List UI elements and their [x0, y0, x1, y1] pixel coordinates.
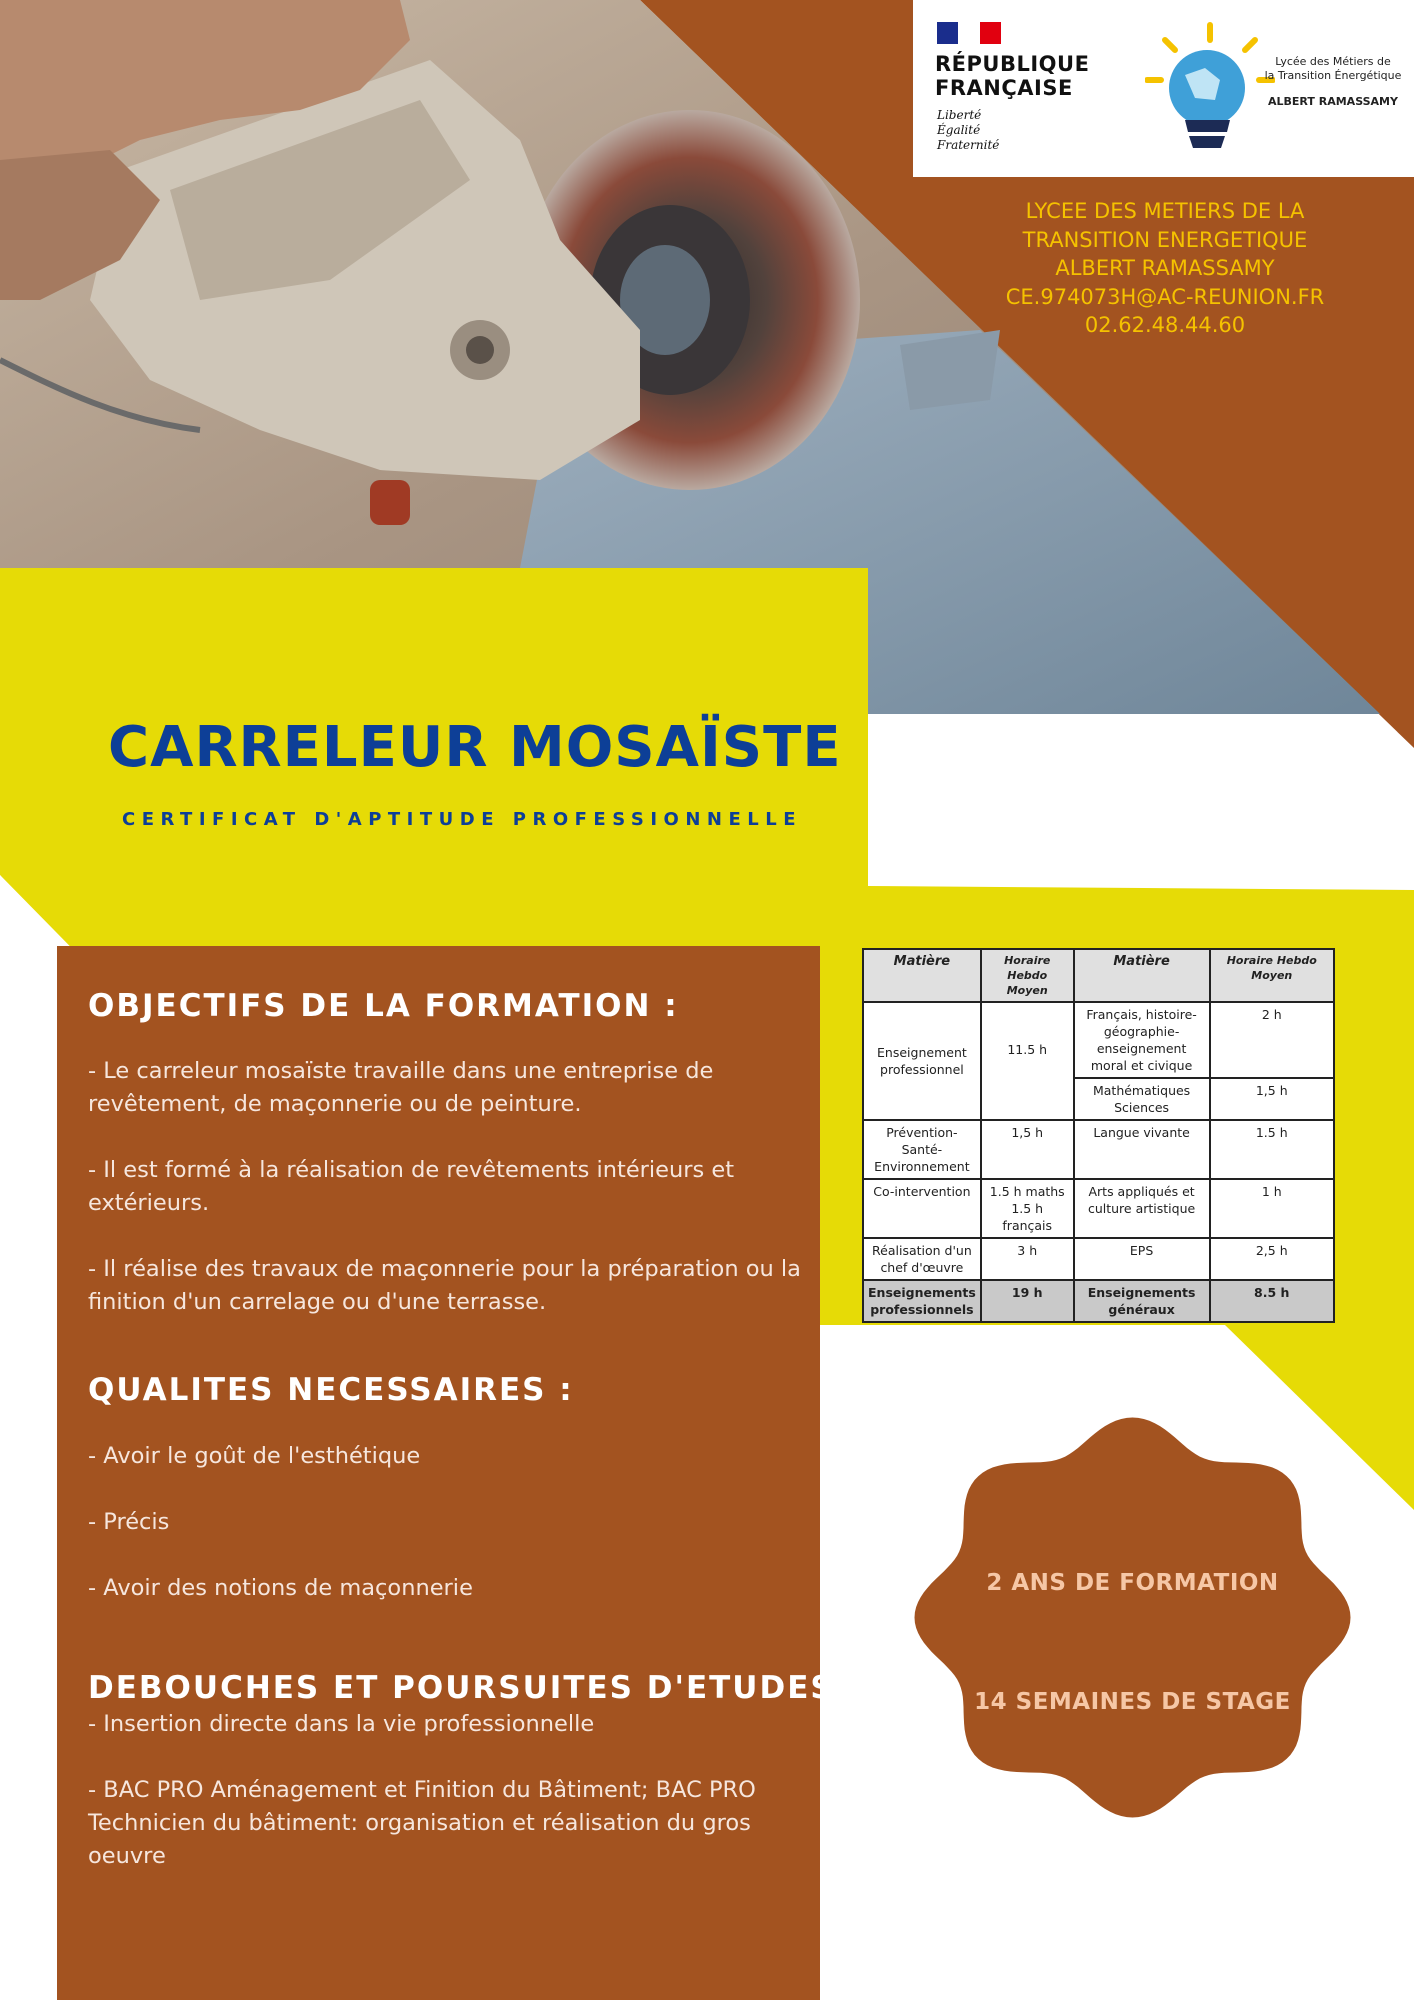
- lycee-logo-name: ALBERT RAMASSAMY: [1268, 95, 1398, 108]
- badge-duration: 2 ANS DE FORMATION: [986, 1570, 1279, 1596]
- table-cell: 2 h: [1210, 1002, 1334, 1078]
- objectifs-item: - Il réalise des travaux de maçonnerie pour la préparation ou la finition d'un carrelage ou d'une terrasse.: [88, 1256, 801, 1315]
- qualites-item: - Avoir le goût de l'esthétique: [88, 1443, 421, 1469]
- school-name-line3: ALBERT RAMASSAMY: [1055, 256, 1275, 280]
- table-cell: 2,5 h: [1210, 1238, 1334, 1280]
- hours-table: [862, 948, 1335, 1323]
- table-cell: 3 h: [981, 1238, 1074, 1280]
- flag-icon: [937, 22, 1001, 44]
- table-total-row: [863, 1280, 1334, 1322]
- table-row: [863, 1179, 1334, 1238]
- republique-motto: Liberté Égalité Fraternité: [937, 108, 1000, 152]
- table-cell: Co-intervention: [863, 1179, 981, 1238]
- table-cell-line: 1.5 h français: [1002, 1201, 1053, 1233]
- objectifs-item: - Le carreleur mosaïste travaille dans une entreprise de revêtement, de maçonnerie ou de peinture.: [88, 1058, 714, 1117]
- table-cell: 1,5 h: [1210, 1078, 1334, 1120]
- table-cell: Réalisation d'un chef d'œuvre: [863, 1238, 981, 1280]
- table-header-row: [863, 949, 1334, 1002]
- table-cell: 1.5 h: [1210, 1120, 1334, 1179]
- table-cell: 1,5 h: [981, 1120, 1074, 1179]
- school-name-line2: TRANSITION ENERGETIQUE: [1022, 227, 1308, 252]
- table-row: [863, 1120, 1334, 1179]
- table-cell: 19 h: [981, 1280, 1074, 1322]
- school-contact-block: [965, 197, 1365, 340]
- debouches-list: [88, 1708, 808, 1906]
- table-header: Matière: [863, 949, 981, 1002]
- page-subtitle: CERTIFICAT D'APTITUDE PROFESSIONNELLE: [122, 809, 802, 830]
- table-cell: Mathématiques Sciences: [1074, 1078, 1210, 1120]
- objectifs-list: [88, 1055, 808, 1352]
- lycee-logo-text: Lycée des Métiers de la Transition Énergétique: [1264, 55, 1402, 82]
- debouches-heading: DEBOUCHES ET POURSUITES D'ETUDES: [88, 1670, 835, 1706]
- debouches-item: - BAC PRO Aménagement et Finition du Bâtiment; BAC PRO Technicien du bâtiment: organisation et réalisation du gros oeuvre: [88, 1777, 756, 1869]
- table-cell-line: 1.5 h maths: [989, 1184, 1065, 1199]
- qualites-heading: QUALITES NECESSAIRES :: [88, 1372, 574, 1408]
- table-cell: Langue vivante: [1074, 1120, 1210, 1179]
- table-cell: 11.5 h: [981, 1002, 1074, 1120]
- table-cell: Prévention-Santé-Environnement: [863, 1120, 981, 1179]
- table-header: Horaire Hebdo Moyen: [1210, 949, 1334, 1002]
- table-row: [863, 1238, 1334, 1280]
- school-phone: 02.62.48.44.60: [1084, 313, 1246, 337]
- formation-badge: [905, 1410, 1360, 1825]
- lightbulb-logo-icon: [1145, 20, 1275, 160]
- table-cell: [981, 1179, 1074, 1238]
- objectifs-heading: OBJECTIFS DE LA FORMATION :: [88, 988, 679, 1024]
- table-row: [863, 1002, 1334, 1078]
- table-cell: EPS: [1074, 1238, 1210, 1280]
- republique-francaise-logo: RÉPUBLIQUE FRANÇAISE: [935, 52, 1090, 100]
- table-cell: Enseignements professionnels: [863, 1280, 981, 1322]
- badge-internship: 14 SEMAINES DE STAGE: [974, 1689, 1291, 1715]
- table-cell: Français, histoire-géographie-enseignement moral et civique: [1074, 1002, 1210, 1078]
- school-name-line1: LYCEE DES METIERS DE LA: [1025, 199, 1305, 223]
- qualites-list: [88, 1440, 808, 1638]
- table-cell: 1 h: [1210, 1179, 1334, 1238]
- school-email: CE.974073H@AC-REUNION.FR: [1005, 284, 1325, 309]
- table-cell: Enseignements généraux: [1074, 1280, 1210, 1322]
- table-cell: 8.5 h: [1210, 1280, 1334, 1322]
- qualites-item: - Avoir des notions de maçonnerie: [88, 1575, 473, 1601]
- table-cell: Enseignement professionnel: [863, 1002, 981, 1120]
- table-cell: Arts appliqués et culture artistique: [1074, 1179, 1210, 1238]
- qualites-item: - Précis: [88, 1509, 170, 1535]
- badge-shape: [915, 1418, 1351, 1818]
- debouches-item: - Insertion directe dans la vie professionnelle: [88, 1711, 595, 1737]
- table-header: Horaire Hebdo Moyen: [981, 949, 1074, 1002]
- objectifs-item: - Il est formé à la réalisation de revêtements intérieurs et extérieurs.: [88, 1157, 735, 1216]
- page-title: CARRELEUR MOSAÏSTE: [108, 715, 842, 780]
- table-header: Matière: [1074, 949, 1210, 1002]
